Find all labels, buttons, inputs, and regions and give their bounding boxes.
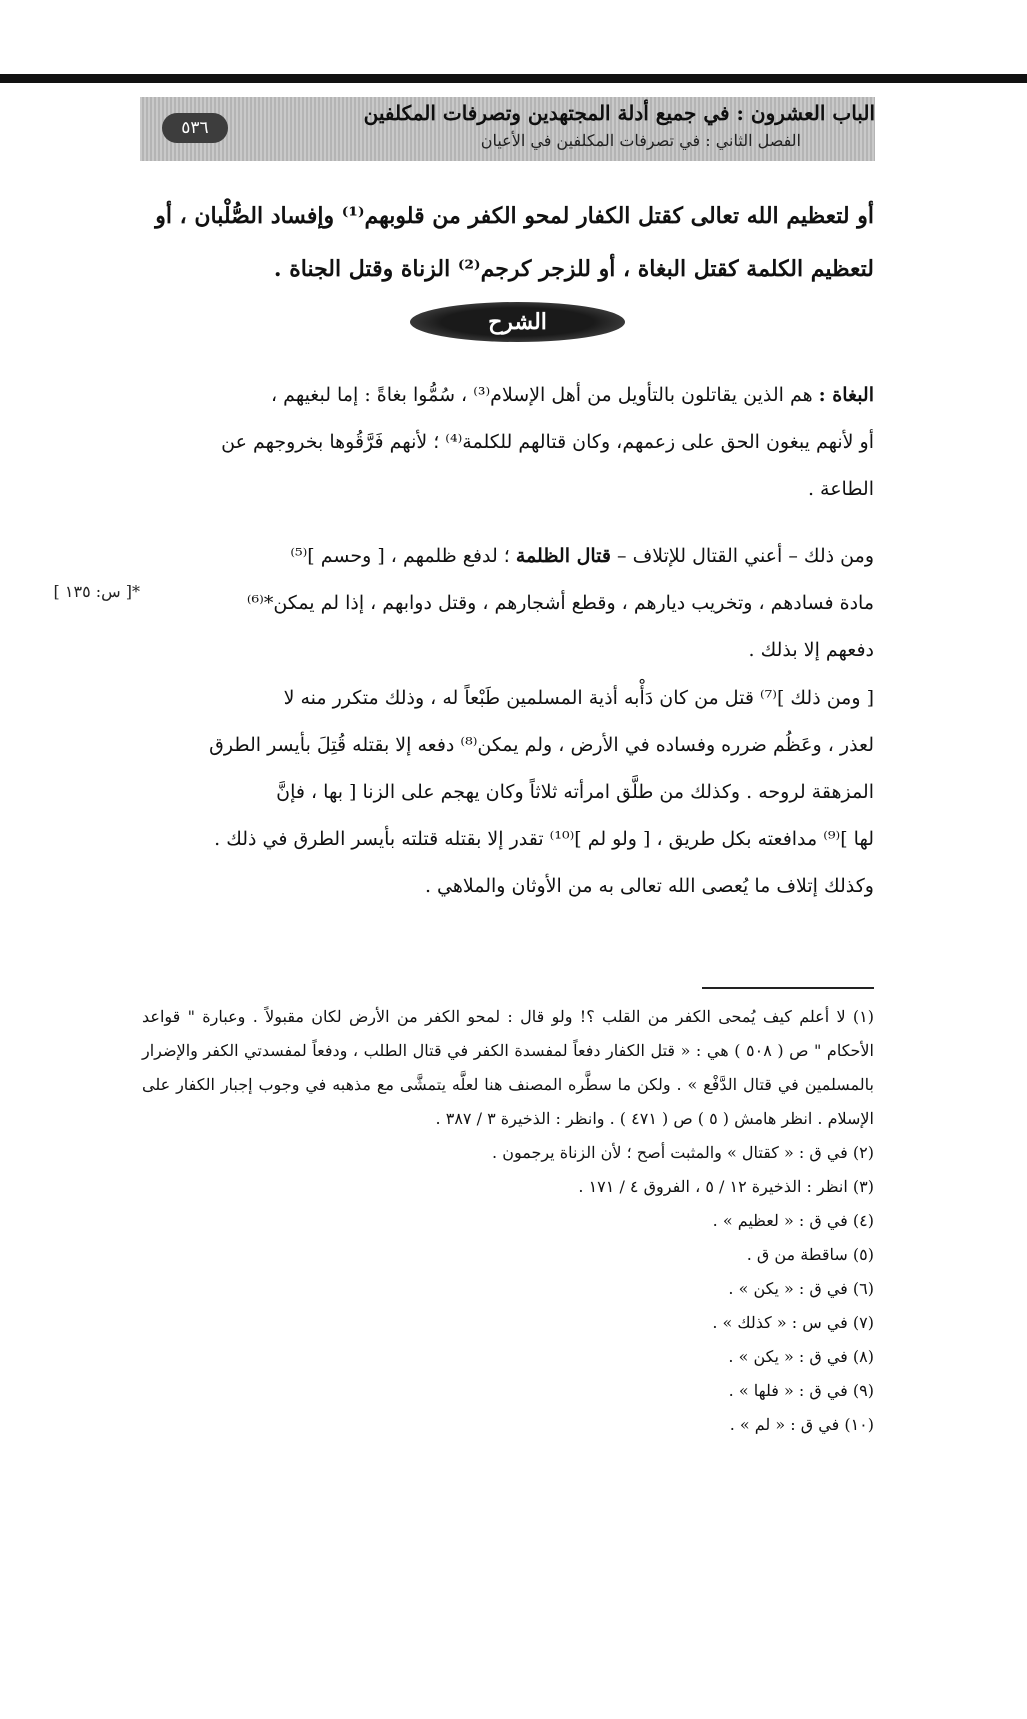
margin-page-ref: *[ س: ١٣٥ ]	[53, 582, 140, 601]
footnote: (٤) في ق : « لعظيم » .	[712, 1211, 874, 1230]
matn-line: أو لتعظيم الله تعالى كقتل الكفار لمحو الكفر من قلوبهم⁽¹⁾ وإفساد الصُّلْبان ، أو	[155, 203, 874, 229]
paragraph-bughat	[142, 372, 874, 513]
footnote: (٩) في ق : « فلها » .	[728, 1381, 874, 1400]
sharh-badge: الشرح	[410, 302, 625, 342]
chapter-title: الباب العشرون : في جميع أدلة المجتهدين وتصرفات المكلفين	[363, 101, 875, 125]
body-line: [ ومن ذلك ]⁽⁷⁾ قتل من كان دَأْبه أذية المسلمين طَبْعاً له ، وذلك متكرر منه لا	[283, 687, 874, 709]
body-line: لها ]⁽⁹⁾ مدافعته بكل طريق ، [ ولو لم ]⁽¹⁰⁾ تقدر إلا بقتله قتلته بأيسر الطرق في ذلك .	[214, 828, 874, 850]
body-line: ومن ذلك – أعني القتال للإتلاف – قتال الظلمة ؛ لدفع ظلمهم ، [ وحسم ]⁽⁵⁾	[290, 545, 874, 567]
body-line: مادة فسادهم ، وتخريب ديارهم ، وقطع أشجارهم ، وقتل دوابهم ، إذا لم يمكن*⁽⁶⁾	[246, 592, 874, 614]
footnote: (٢) في ق : « كقتال » والمثبت أصح ؛ لأن الزناة يرجمون .	[492, 1143, 874, 1162]
body-line: الطاعة .	[807, 478, 874, 500]
footnote: (٨) في ق : « يكن » .	[728, 1347, 874, 1366]
top-rule	[0, 74, 1027, 83]
running-header	[140, 97, 875, 163]
matn-line: لتعظيم الكلمة كقتل البغاة ، أو للزجر كرجم⁽²⁾ الزناة وقتل الجناة .	[273, 256, 874, 282]
body-line: دفعهم إلا بذلك .	[748, 639, 874, 661]
term-bold: البغاة :	[818, 384, 874, 406]
footnote: (٣) انظر : الذخيرة ١٢ / ٥ ، الفروق ٤ / ١٧١ .	[578, 1177, 874, 1196]
footnote: (٧) في س : « كذلك » .	[712, 1313, 874, 1332]
footnote: (١٠) في ق : « لم » .	[729, 1415, 874, 1434]
section-subtitle: الفصل الثاني : في تصرفات المكلفين في الأعيان	[480, 131, 801, 150]
term-bold: قتال الظلمة	[515, 545, 611, 567]
footnote: (٦) في ق : « يكن » .	[728, 1279, 874, 1298]
matn-text	[142, 190, 874, 296]
page-number: ٥٣٦	[162, 113, 228, 143]
body-line: أو لأنهم يبغون الحق على زعمهم، وكان قتالهم للكلمة⁽⁴⁾ ؛ لأنهم فَرَّقُوها بخروجهم عن	[221, 431, 874, 453]
footnote: (١) لا أعلم كيف يُمحى الكفر من القلب ؟! ولو قال : لمحو الكفر من الأرض لكان مقبولاً . وعبارة " قواعد الأحكام " ص ( ٥٠٨ ) هي : « قتل الكفار دفعاً لمفسدة الكفر في قتال الطلب ، ودفعاً لمفسدتي الكفر والإضرار بالمسلمين في قتال الدَّفْع » . ولكن ما سطَّره المصنف هنا لعلَّه يتمشَّى مع مذهبه في وجوب إجبار الكفار على الإسلام . انظر هامش ( ٥ ) ص ( ٤٧١ ) . وانظر : الذخيرة ٣ / ٣٨٧ .	[142, 1007, 874, 1128]
paragraph-itlaf	[142, 675, 874, 910]
body-line: لعذر ، وعَظُم ضرره وفساده في الأرض ، ولم يمكن⁽⁸⁾ دفعه إلا بقتله قُتِلَ بأيسر الطرق	[209, 734, 874, 756]
body-line: وكذلك إتلاف ما يُعصى الله تعالى به من الأوثان والملاهي .	[424, 875, 874, 897]
footnote-separator	[702, 987, 874, 989]
footnote: (٥) ساقطة من ق .	[746, 1245, 874, 1264]
footnotes	[142, 1000, 874, 1442]
body-line: المزهقة لروحه . وكذلك من طلَّق امرأته ثلاثاً وكان يهجم على الزنا [ بها ، فإنَّ	[276, 781, 874, 803]
paragraph-zalama	[142, 533, 874, 674]
body-line: البغاة : هم الذين يقاتلون بالتأويل من أهل الإسلام⁽³⁾ ، سُمُّوا بغاةً : إما لبغيهم ،	[271, 384, 874, 406]
